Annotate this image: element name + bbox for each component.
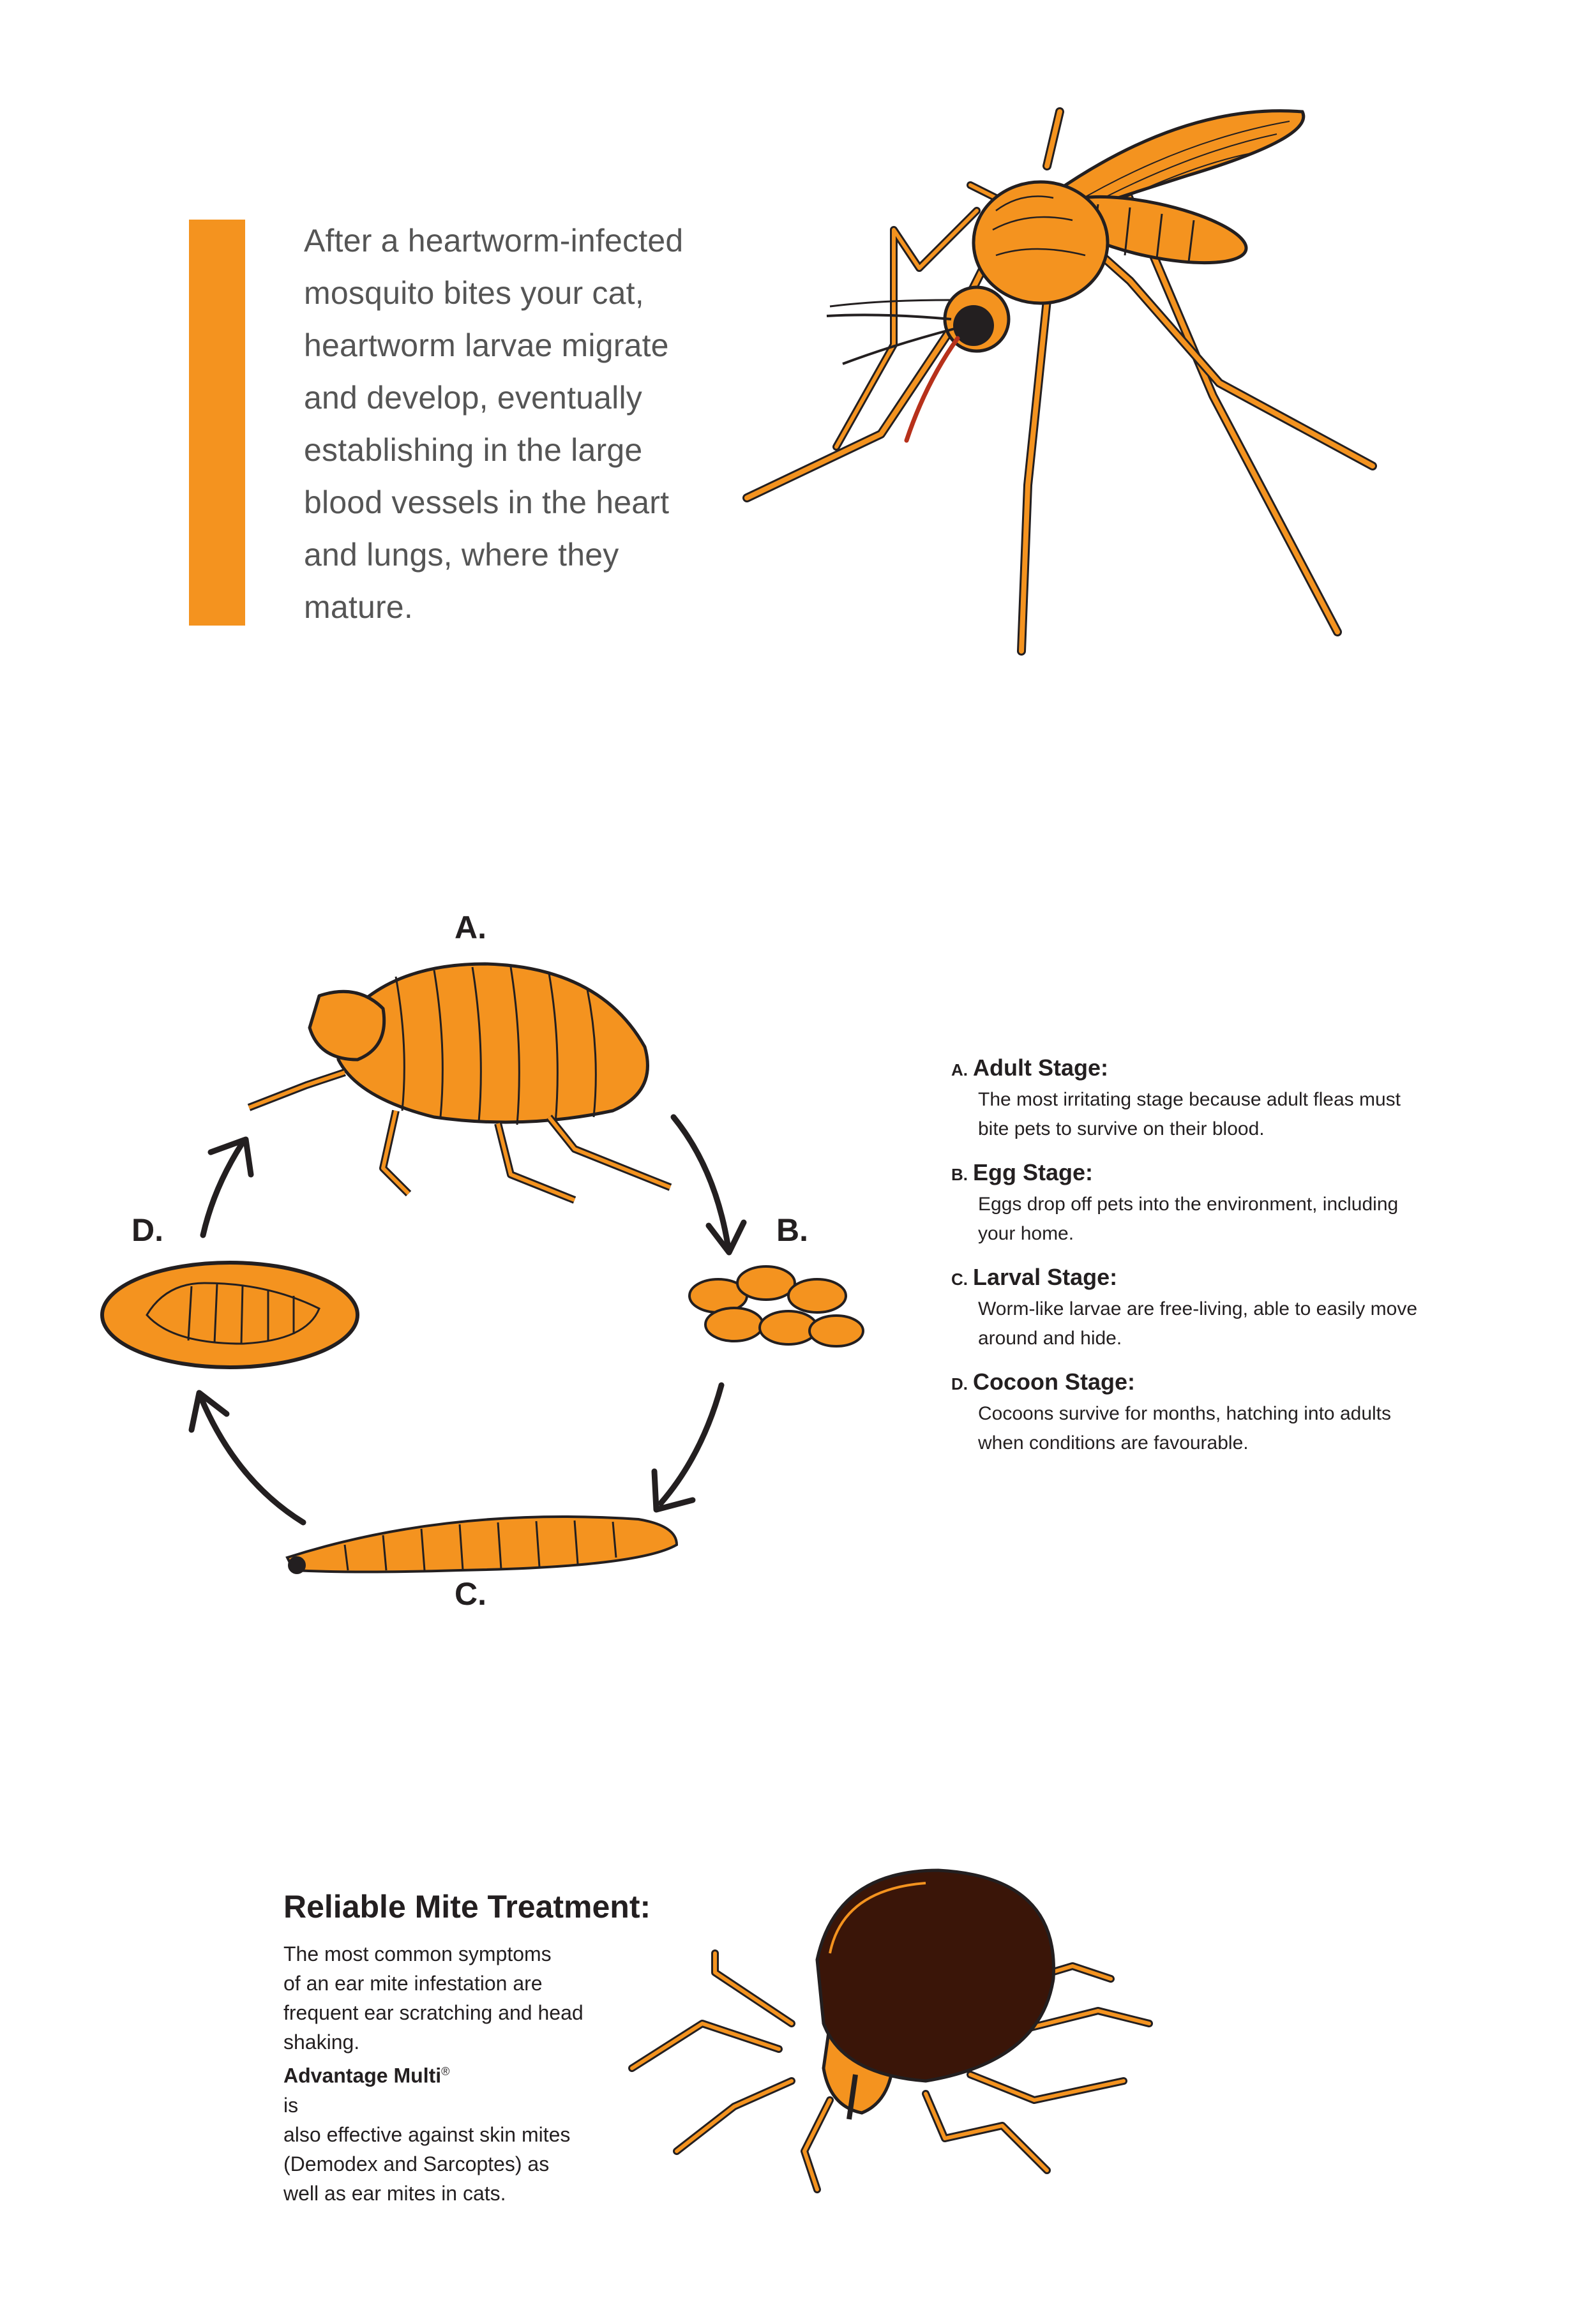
mite-text-line: The most common symptoms	[283, 1942, 552, 1965]
stage-description: The most irritating stage because adult fleas must	[978, 1089, 1401, 1110]
flea-larva-illustration	[287, 1517, 677, 1573]
flea-cocoon-illustration	[102, 1263, 358, 1367]
cycle-arrow	[674, 1117, 728, 1245]
stage-description: bite pets to survive on their blood.	[978, 1118, 1265, 1139]
mite-illustration	[0, 1851, 1596, 2209]
stage-item-adult	[951, 1055, 1475, 1144]
stage-title: Larval Stage:	[973, 1264, 1118, 1290]
stage-description: Cocoons survive for months, hatching into adults	[978, 1403, 1392, 1424]
stage-label-b: B.	[776, 1212, 808, 1248]
stage-description: around and hide.	[978, 1328, 1122, 1349]
mite-text-line: of an ear mite infestation are	[283, 1972, 543, 1995]
stage-description: your home.	[978, 1223, 1074, 1244]
intro-line: blood vessels in the heart	[304, 484, 670, 520]
stage-item-egg	[951, 1159, 1475, 1249]
mite-text-fragment: shaking.	[283, 2031, 360, 2054]
mite-text-fragment: is	[283, 2093, 299, 2117]
cycle-arrow	[661, 1385, 721, 1503]
stage-letter: A.	[951, 1060, 968, 1079]
flea-eggs-illustration	[689, 1266, 863, 1346]
stage-letter: C.	[951, 1270, 968, 1289]
intro-line: establishing in the large	[304, 432, 643, 468]
stage-letter: D.	[951, 1374, 968, 1393]
intro-line: heartworm larvae migrate	[304, 327, 669, 363]
intro-line: mature.	[304, 589, 413, 625]
brand-name: Advantage Multi	[283, 2064, 442, 2087]
stage-item-cocoon	[951, 1369, 1475, 1458]
stage-title: Adult Stage:	[973, 1055, 1108, 1081]
mite-section-title: Reliable Mite Treatment:	[283, 1889, 651, 1925]
intro-line: and lungs, where they	[304, 537, 619, 573]
stage-label-a: A.	[455, 910, 486, 945]
flea-adult-illustration	[249, 964, 670, 1200]
stage-description: Eggs drop off pets into the environment, including	[978, 1194, 1399, 1215]
stage-label-c: C.	[455, 1576, 486, 1612]
mite-text-line: also effective against skin mites	[283, 2122, 571, 2146]
stage-description: Worm-like larvae are free-living, able to easily move	[978, 1298, 1418, 1319]
stage-description: when conditions are favourable.	[978, 1432, 1249, 1453]
stage-letter: B.	[951, 1165, 968, 1184]
stage-title: Egg Stage:	[973, 1159, 1094, 1185]
flea-life-cycle-diagram	[0, 926, 958, 1628]
cycle-arrow	[203, 1143, 243, 1235]
stage-list	[951, 1055, 1475, 1473]
intro-line: mosquito bites your cat,	[304, 275, 644, 311]
intro-line: After a heartworm-infected	[304, 223, 684, 259]
intro-line: and develop, eventually	[304, 380, 642, 416]
stage-title: Cocoon Stage:	[973, 1369, 1136, 1395]
mite-text-line: (Demodex and Sarcoptes) as	[283, 2152, 550, 2175]
mite-text-line: well as ear mites in cats.	[283, 2181, 506, 2205]
stage-label-d: D.	[132, 1212, 163, 1248]
stage-item-larval	[951, 1264, 1475, 1353]
cycle-arrow	[201, 1398, 303, 1522]
mite-text-line: frequent ear scratching and head	[283, 2001, 583, 2024]
registered-mark: ®	[441, 2065, 450, 2078]
mosquito-illustration	[0, 0, 1596, 702]
